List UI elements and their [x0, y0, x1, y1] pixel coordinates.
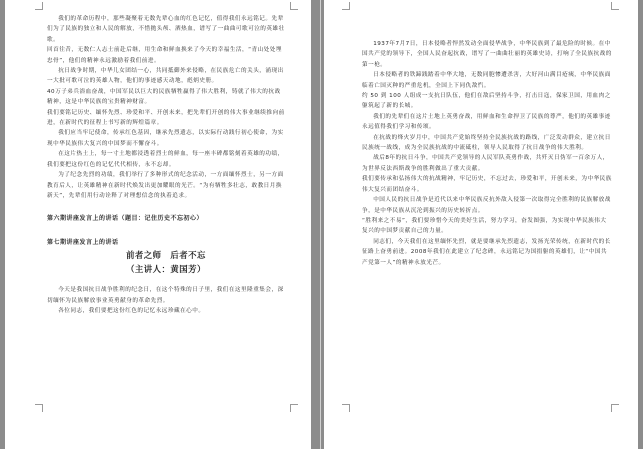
speech-title: 前者之师 后者不忘 — [126, 250, 206, 261]
corner-mark-bottom-left — [342, 404, 350, 412]
paragraph: 我们要铭记历史、缅怀先烈、珍爱和平、开创未来，把先辈们开创的伟大事业继续推向前进，在新时代的征程上书写新的辉煌篇章。 — [47, 109, 285, 127]
paragraph: 在抗战的烽火岁月中，中国共产党始终坚持全民族抗战的路线，广泛发动群众，建立抗日民族统一战线，成为全民族抗战的中流砥柱，领导人民取得了抗日战争的伟大胜利。 — [362, 134, 611, 152]
corner-mark-top-right — [611, 2, 619, 10]
corner-mark-top-left — [35, 2, 43, 10]
corner-mark-bottom-right — [290, 404, 298, 412]
left-page-body — [47, 14, 285, 316]
paragraph: 为了纪念先烈的功绩，我们举行了多种形式的纪念活动，一方面缅怀烈士，另一方面教育后人，让英雄精神在新时代焕发出更加耀眼的光芒。“为有牺牲多壮志，敢教日月换新天”，先辈们用行动诠释了对理想信念的执着追求。 — [47, 172, 284, 199]
corner-mark-top-left — [342, 2, 350, 10]
paragraph: 我们的先辈们在这片土地上英勇奋战，用鲜血和生命捍卫了民族的尊严，他们的英雄事迹永远值得我们学习和传颂。 — [362, 113, 611, 131]
corner-mark-top-right — [290, 2, 298, 10]
paragraph: 日本侵略者的铁蹄践踏着中华大地，无数同胞惨遭杀害，大好河山满目疮痍，中华民族面临着亡国灭种的严重危机，全国上下同仇敌忾。 — [362, 72, 611, 89]
paragraph: 我们要传承和弘扬伟大的抗战精神，牢记历史，不忘过去，珍爱和平，开创未来，为中华民族伟大复兴而团结奋斗。 — [362, 176, 612, 193]
paragraph: 同志们，今天我们在这里缅怀先烈，就是要继承先烈遗志，发扬光荣传统，在新时代的长征路上奋勇前进。2008年我们在此建立了纪念碑，永远铭记为国捐躯的英雄们，让“中国共产党第一人”的精神永放光芒。 — [362, 238, 611, 266]
section-heading: 第六期讲座发言上的讲话（题目：记住历史不忘初心） — [47, 215, 204, 223]
speech-speaker: （主讲人：黄国芳） — [126, 264, 206, 275]
page-gutter — [311, 0, 324, 449]
corner-mark-bottom-right — [611, 404, 619, 412]
right-page-body — [362, 39, 612, 268]
paragraph: “胜利来之不易”，我们要珍惜今天的美好生活，努力学习，奋发图强，为实现中华民族伟大复兴的中国梦贡献自己的力量。 — [362, 217, 607, 235]
paragraph: 约 50 到 100 人组成一支抗日队伍，他们在敌后坚持斗争，打击日寇，保家卫国，用血肉之躯筑起了新的长城。 — [362, 93, 611, 110]
paragraph: 抗日战争时期，中华儿女团结一心，共同抵御外来侵略，在民族危亡的关头，涌现出一大批可歌可泣的英雄人物，他们的事迹感天动地，彪炳史册。 — [47, 68, 284, 85]
paragraph: 1937年7月7日，日本侵略者悍然发动全面侵华战争，中华民族到了最危险的时候。在中国共产党的领导下，全国人民奋起抗战，谱写了一曲曲壮丽的英雄史诗，打响了全民族抗战的第一枪。 — [362, 41, 612, 68]
paragraph: 战后8年的抗日斗争，中国共产党领导的人民军队英勇作战，共歼灭日伪军一百余万人，为世界反法西斯战争的胜利做出了重大贡献。 — [362, 155, 609, 172]
document-page-right — [324, 0, 638, 449]
paragraph: 在这片热土上，每一寸土地都浸透着烈士的鲜血，每一座丰碑都铭刻着英雄的功绩，我们要把这份红色的记忆代代相传，永不忘却。 — [47, 151, 284, 168]
section-heading: 第七期讲座发言上的讲话 — [47, 238, 119, 246]
paragraph: 回首往昔，无数仁人志士前赴后继，用生命和鲜血换来了今天的幸福生活，“青山处处埋忠骨”，他们的精神永远激励着我们前进。 — [47, 47, 282, 64]
paragraph: 中国人民的抗日战争是近代以来中华民族反抗外敌入侵第一次取得完全胜利的民族解放战争，是中华民族从沉沦到振兴的历史转折点。 — [362, 197, 611, 214]
paragraph: 40万子弟兵浴血奋战，中国军民以巨大的民族牺牲赢得了伟大胜利，铸就了伟大的抗战精神，这是中华民族的宝贵精神财富。 — [47, 88, 281, 106]
paragraph: 我们的革命历程中，那些凝聚着无数先辈心血的红色记忆，值得我们永远铭记。先辈们为了民族的独立和人民的解放，不惜抛头颅、洒热血，谱写了一曲曲可歌可泣的英雄壮歌。 — [47, 16, 285, 43]
document-page-left — [5, 0, 311, 449]
paragraph: 今天是我国抗日战争胜利的纪念日，在这个特殊的日子里，我们在这里隆重集会，深切缅怀为民族解放事业英勇献身的革命先烈。 — [47, 287, 284, 304]
paragraph: 各位同志，我们要把这份红色的记忆永远珍藏在心中。 — [58, 307, 205, 314]
paragraph: 我们应当牢记使命，传承红色基因，继承先烈遗志，以实际行动践行初心使命，为实现中华民族伟大复兴的中国梦而不懈奋斗。 — [47, 130, 284, 147]
corner-mark-bottom-left — [35, 404, 43, 412]
gutter-divider — [320, 0, 321, 449]
